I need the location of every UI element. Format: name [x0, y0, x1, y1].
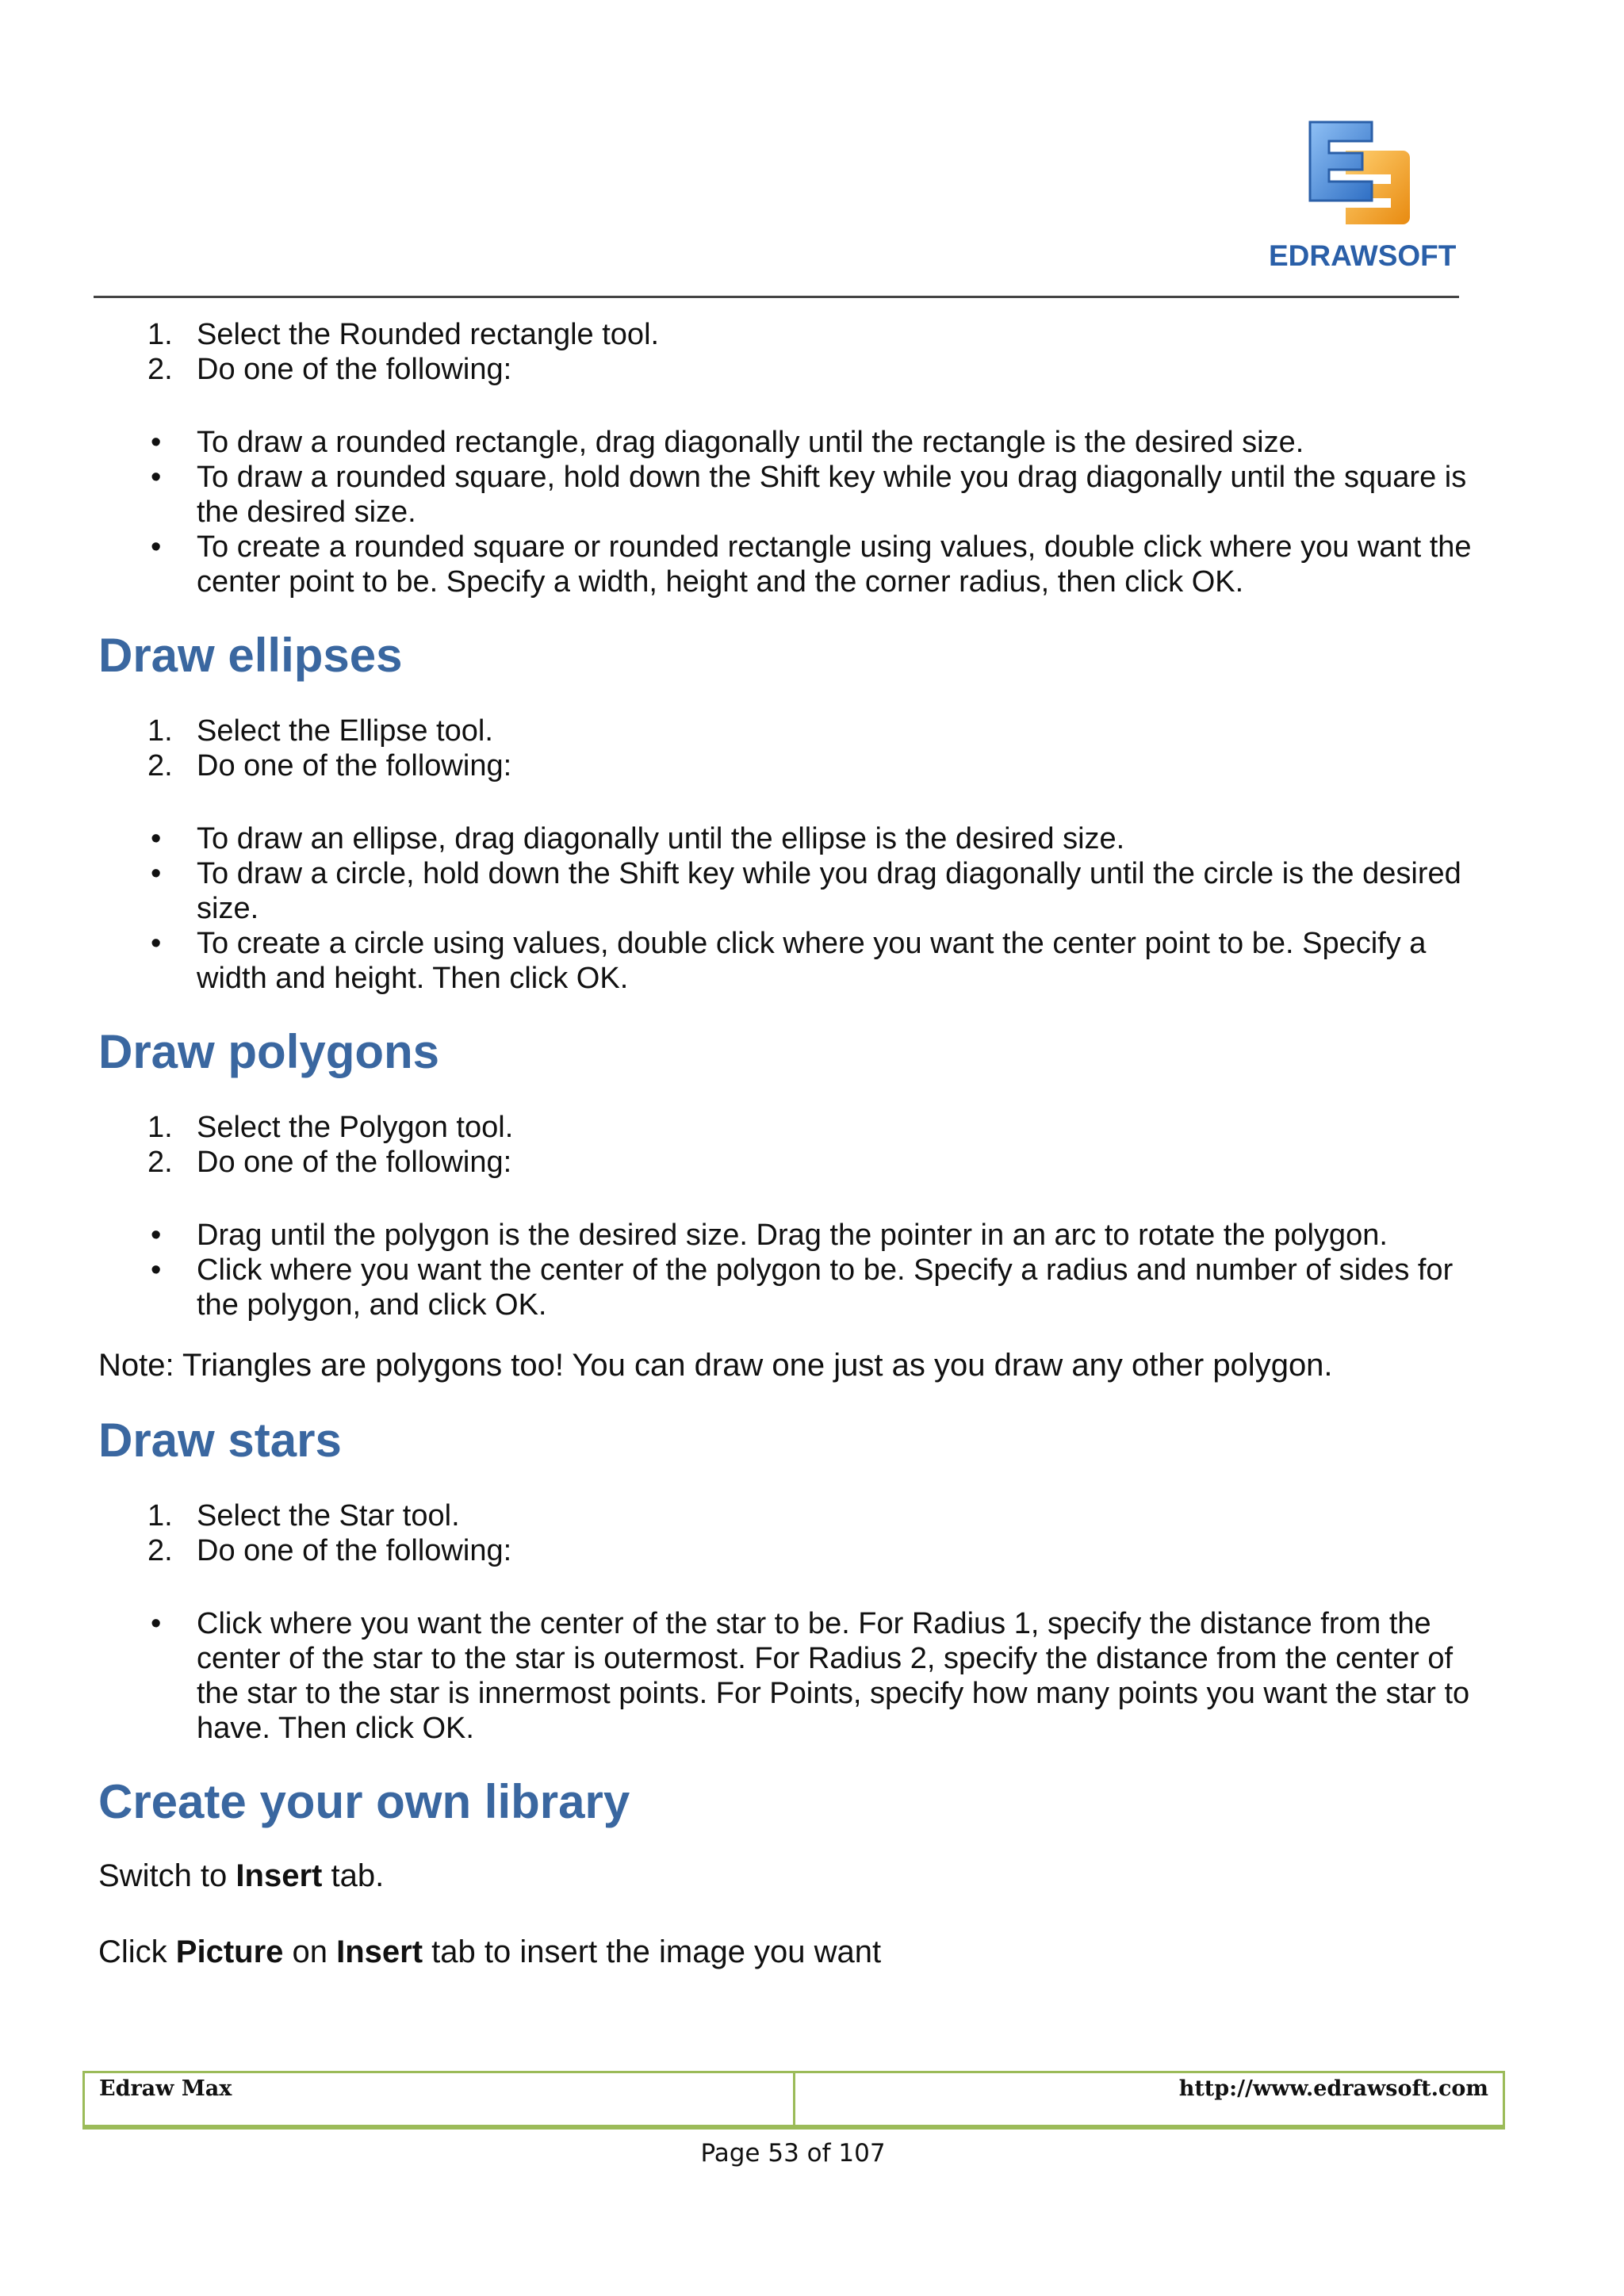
list-item: • Drag until the polygon is the desired size. Drag the pointer in an arc to rotate the polygon. — [151, 1219, 1388, 1252]
ellipse-bullets — [98, 821, 1478, 996]
document-body — [98, 317, 1478, 1971]
footer-url[interactable]: http://www.edrawsoft.com — [1178, 2076, 1488, 2101]
header-divider — [94, 296, 1459, 298]
list-item: 2. Do one of the following: — [147, 353, 512, 386]
rounded-bullets — [98, 425, 1478, 599]
heading-draw-ellipses: Draw ellipses — [98, 629, 403, 682]
list-item: • To draw an ellipse, drag diagonally until the ellipse is the desired size. — [151, 822, 1125, 855]
heading-draw-polygons: Draw polygons — [98, 1025, 440, 1078]
list-item: • To draw a rounded square, hold down the Shift key while you drag diagonally until the square is the desired size. — [151, 461, 1467, 529]
list-item: 2. Do one of the following: — [147, 1146, 512, 1179]
list-item: 2. Do one of the following: — [147, 749, 512, 783]
polygon-steps — [98, 1110, 1478, 1180]
heading-draw-stars: Draw stars — [98, 1414, 342, 1467]
list-item: 1. Select the Polygon tool. — [147, 1111, 514, 1144]
list-item: 1. Select the Ellipse tool. — [147, 714, 493, 748]
list-item: • To draw a circle, hold down the Shift key while you drag diagonally until the circle is the desired size. — [151, 857, 1461, 925]
list-item: 1. Select the Star tool. — [147, 1499, 460, 1533]
list-item: • To create a circle using values, double click where you want the center point to be. Specify a width and height. Then click OK. — [151, 927, 1427, 995]
library-paragraph-2: Click Picture on Insert tab to insert the image you want — [98, 1934, 882, 1969]
polygon-bullets — [98, 1218, 1478, 1322]
page-footer — [82, 2071, 1505, 2130]
ellipse-steps — [98, 714, 1478, 783]
logo-text: EDRAWSOFT — [1269, 239, 1457, 272]
list-item: 1. Select the Rounded rectangle tool. — [147, 318, 660, 351]
list-item: • To create a rounded square or rounded rectangle using values, double click where you want the center point to be. Specify a width, height and the corner radius, then click OK. — [151, 530, 1472, 599]
edrawsoft-logo — [1269, 115, 1457, 281]
heading-create-library: Create your own library — [98, 1775, 630, 1828]
library-paragraph-1: Switch to Insert tab. — [98, 1858, 385, 1893]
page-number: Page 53 of 107 — [700, 2139, 886, 2168]
list-item: • Click where you want the center of the star to be. For Radius 1, specify the distance from the center of the star to the star is outermost. For Radius 2, specify the distance from the center of the star to the star is innermost points. For Points, specify how many points you want the star to have. Then click OK. — [151, 1607, 1470, 1745]
rounded-steps — [98, 317, 1478, 387]
polygon-note: Note: Triangles are polygons too! You can draw one just as you draw any other polygon. — [98, 1348, 1333, 1383]
star-bullets — [98, 1606, 1478, 1746]
list-item: 2. Do one of the following: — [147, 1534, 512, 1567]
star-steps — [98, 1498, 1478, 1568]
footer-product-name: Edraw Max — [85, 2073, 795, 2125]
list-item: • To draw a rounded rectangle, drag diagonally until the rectangle is the desired size. — [151, 426, 1304, 459]
edrawsoft-logo-icon — [1300, 115, 1419, 234]
list-item: • Click where you want the center of the polygon to be. Specify a radius and number of sides for the polygon, and click OK. — [151, 1253, 1454, 1322]
